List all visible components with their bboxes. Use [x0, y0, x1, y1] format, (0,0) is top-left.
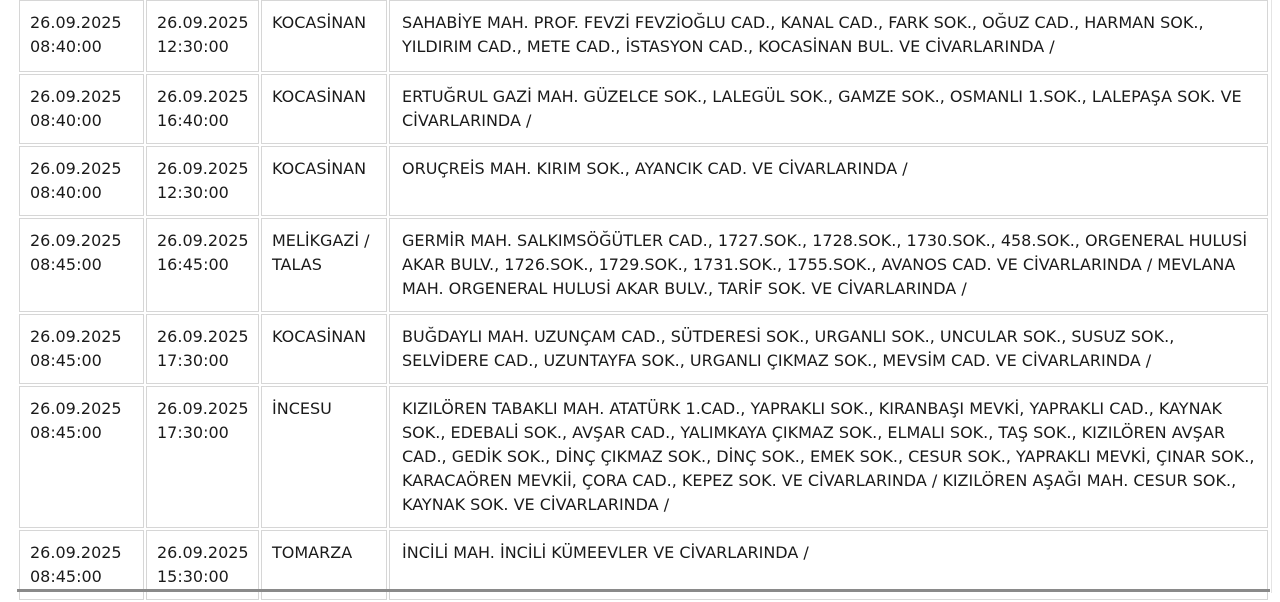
start-date: 26.09.2025	[30, 543, 122, 562]
start-time: 08:45:00	[30, 351, 102, 370]
end-datetime-cell	[146, 74, 259, 144]
start-date: 26.09.2025	[30, 399, 122, 418]
district-cell	[261, 146, 387, 216]
end-date: 26.09.2025	[157, 159, 249, 178]
district-cell	[261, 314, 387, 384]
district: KOCASİNAN	[272, 159, 367, 178]
end-datetime-cell	[146, 146, 259, 216]
affected-addresses: GERMİR MAH. SALKIMSÖĞÜTLER CAD., 1727.SOK., 1728.SOK., 1730.SOK., 458.SOK., ORGENERAL HULUSİ AKAR BULV., 1726.SOK., 1729.SOK., 1731.SOK., 1755.SOK., AVANOS CAD. VE CİVARLARINDA / MEVLANA MAH. ORGENERAL HULUSİ AKAR BULV., TARİF SOK. VE CİVARLARINDA /	[402, 231, 1248, 298]
start-date: 26.09.2025	[30, 159, 122, 178]
start-datetime-cell	[19, 218, 144, 312]
page-right-edge	[1271, 0, 1272, 593]
table-row	[19, 386, 1268, 528]
affected-addresses: BUĞDAYLI MAH. UZUNÇAM CAD., SÜTDERESİ SOK., URGANLI SOK., UNCULAR SOK., SUSUZ SOK., SELVİDERE CAD., UZUNTAYFA SOK., URGANLI ÇIKMAZ SOK., MEVSİM CAD. VE CİVARLARINDA /	[402, 327, 1175, 370]
district: MELİKGAZİ / TALAS	[272, 231, 370, 274]
end-datetime-cell	[146, 0, 259, 72]
affected-addresses: İNCİLİ MAH. İNCİLİ KÜMEEVLER VE CİVARLARINDA /	[402, 543, 809, 562]
start-datetime-cell	[19, 386, 144, 528]
end-date: 26.09.2025	[157, 327, 249, 346]
affected-addresses: SAHABİYE MAH. PROF. FEVZİ FEVZİOĞLU CAD., KANAL CAD., FARK SOK., OĞUZ CAD., HARMAN SOK., YILDIRIM CAD., METE CAD., İSTASYON CAD., KOCASİNAN BUL. VE CİVARLARINDA /	[402, 13, 1204, 56]
start-time: 08:45:00	[30, 255, 102, 274]
end-time: 17:30:00	[157, 351, 229, 370]
table-bottom-border	[17, 589, 1270, 592]
district-cell	[261, 218, 387, 312]
district-cell	[261, 74, 387, 144]
start-time: 08:40:00	[30, 37, 102, 56]
address-cell	[389, 0, 1268, 72]
start-datetime-cell	[19, 146, 144, 216]
end-datetime-cell	[146, 314, 259, 384]
start-time: 08:45:00	[30, 567, 102, 586]
address-cell	[389, 146, 1268, 216]
end-time: 17:30:00	[157, 423, 229, 442]
start-date: 26.09.2025	[30, 231, 122, 250]
affected-addresses: ERTUĞRUL GAZİ MAH. GÜZELCE SOK., LALEGÜL SOK., GAMZE SOK., OSMANLI 1.SOK., LALEPAŞA SOK. VE CİVARLARINDA /	[402, 87, 1242, 130]
start-date: 26.09.2025	[30, 13, 122, 32]
end-date: 26.09.2025	[157, 399, 249, 418]
start-time: 08:40:00	[30, 183, 102, 202]
start-date: 26.09.2025	[30, 87, 122, 106]
address-cell	[389, 74, 1268, 144]
district: TOMARZA	[272, 543, 353, 562]
table-row	[19, 0, 1268, 72]
district: KOCASİNAN	[272, 327, 367, 346]
address-cell	[389, 314, 1268, 384]
start-datetime-cell	[19, 74, 144, 144]
end-time: 15:30:00	[157, 567, 229, 586]
table-row	[19, 314, 1268, 384]
end-date: 26.09.2025	[157, 13, 249, 32]
table-row	[19, 146, 1268, 216]
district: KOCASİNAN	[272, 87, 367, 106]
end-time: 16:45:00	[157, 255, 229, 274]
end-date: 26.09.2025	[157, 231, 249, 250]
start-datetime-cell	[19, 0, 144, 72]
district: İNCESU	[272, 399, 332, 418]
affected-addresses: KIZILÖREN TABAKLI MAH. ATATÜRK 1.CAD., YAPRAKLI SOK., KIRANBAŞI MEVKİ, YAPRAKLI CAD., KAYNAK SOK., EDEBALİ SOK., AVŞAR CAD., YALIMKAYA ÇIKMAZ SOK., ELMALI SOK., TAŞ SOK., KIZILÖREN AVŞAR CAD., GEDİK SOK., DİNÇ ÇIKMAZ SOK., DİNÇ SOK., EMEK SOK., CESUR SOK., YAPRAKLI MEVKİ, ÇINAR SOK., KARACAÖREN MEVKİİ, ÇORA CAD., KEPEZ SOK. VE CİVARLARINDA / KIZILÖREN AŞAĞI MAH. CESUR SOK., KAYNAK SOK. VE CİVARLARINDA /	[402, 399, 1255, 514]
end-time: 16:40:00	[157, 111, 229, 130]
address-cell	[389, 218, 1268, 312]
start-time: 08:40:00	[30, 111, 102, 130]
end-time: 12:30:00	[157, 183, 229, 202]
table-row	[19, 74, 1268, 144]
end-datetime-cell	[146, 218, 259, 312]
affected-addresses: ORUÇREİS MAH. KIRIM SOK., AYANCIK CAD. VE CİVARLARINDA /	[402, 159, 908, 178]
start-time: 08:45:00	[30, 423, 102, 442]
end-date: 26.09.2025	[157, 87, 249, 106]
start-date: 26.09.2025	[30, 327, 122, 346]
district: KOCASİNAN	[272, 13, 367, 32]
end-date: 26.09.2025	[157, 543, 249, 562]
end-datetime-cell	[146, 386, 259, 528]
district-cell	[261, 0, 387, 72]
outage-schedule-table	[17, 0, 1270, 602]
end-time: 12:30:00	[157, 37, 229, 56]
table-row	[19, 218, 1268, 312]
district-cell	[261, 386, 387, 528]
address-cell	[389, 386, 1268, 528]
start-datetime-cell	[19, 314, 144, 384]
